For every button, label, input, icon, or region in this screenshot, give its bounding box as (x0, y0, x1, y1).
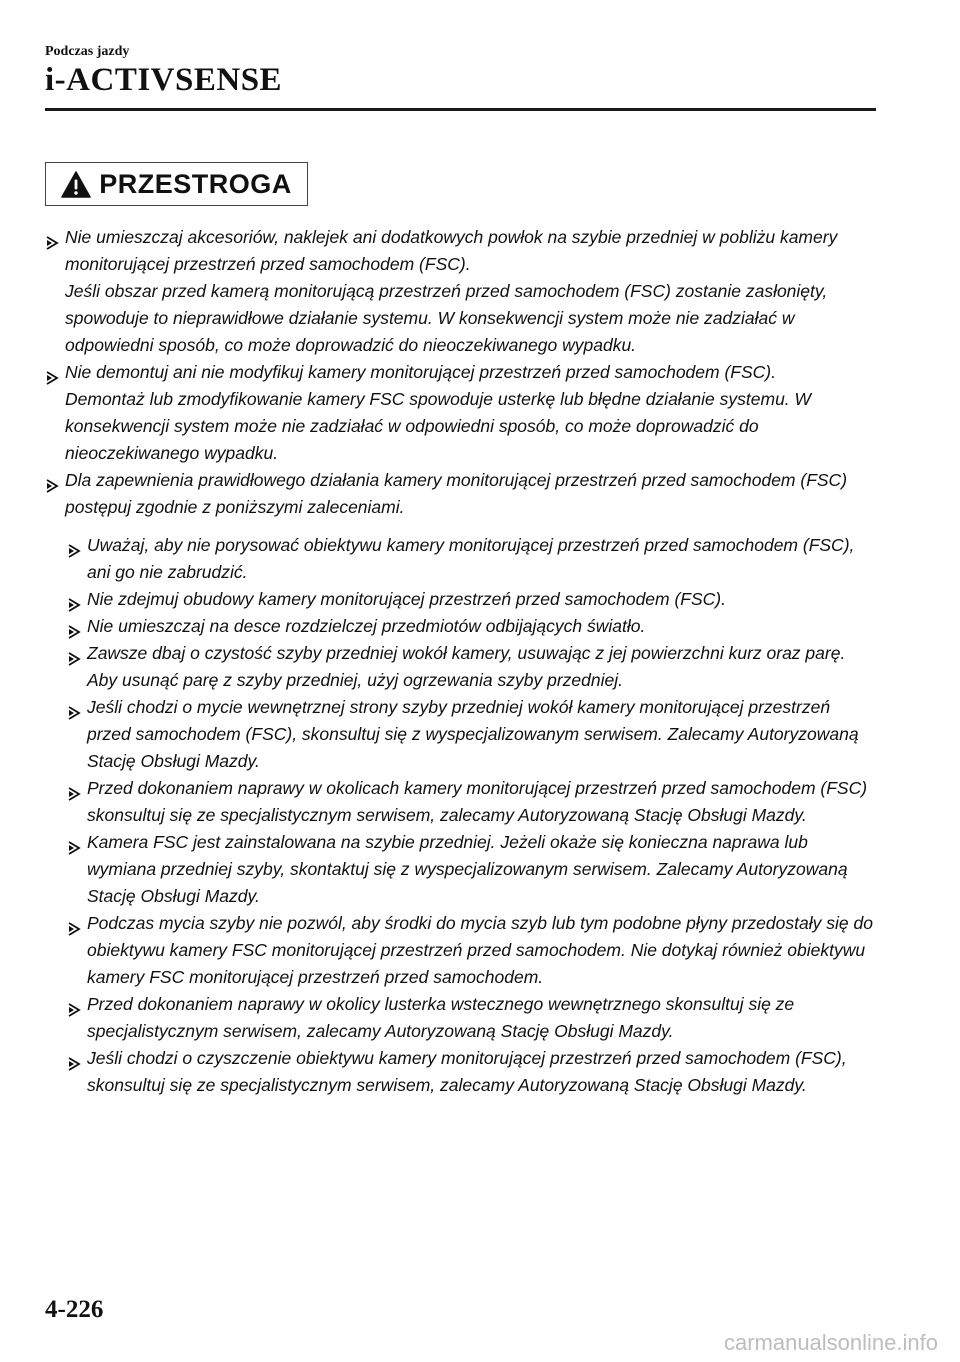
caution-item (45, 359, 875, 467)
caution-item (45, 467, 875, 521)
caution-title: PRZESTROGA (99, 168, 292, 199)
caution-item (45, 224, 875, 359)
item-text: Nie zdejmuj obudowy kamery monitorującej przestrzeń przed samochodem (FSC). (87, 589, 726, 609)
item-text: Demontaż lub zmodyfikowanie kamery FSC spowoduje usterkę lub błędne działanie systemu. W konsekwencji system może nie zadziałać w odpowiedni sposób, co może doprowadzić do nieoczekiwanego wypadku. (65, 389, 812, 463)
caution-subitem (67, 829, 875, 910)
item-text: Jeśli chodzi o czyszczenie obiektywu kamery monitorującej przestrzeń przed samochodem (FSC), skonsultuj się ze specjalistycznym serwisem, zalecamy Autoryzowaną Stację Obsługi Mazdy. (87, 1048, 847, 1095)
arrow-bullet-icon (67, 620, 81, 634)
arrow-bullet-icon (67, 998, 81, 1012)
item-text: Kamera FSC jest zainstalowana na szybie przedniej. Jeżeli okaże się konieczna naprawa lub wymiana przedniej szyby, skontaktuj się z wyspecjalizowanym serwisem. Zalecamy Autoryzowaną Stację Obsługi Mazdy. (87, 832, 848, 906)
header-divider (45, 108, 876, 111)
page-number: 4-226 (45, 1296, 104, 1323)
arrow-bullet-icon (67, 782, 81, 796)
item-text: Nie umieszczaj na desce rozdzielczej przedmiotów odbijających światło. (87, 616, 646, 636)
item-text: Jeśli obszar przed kamerą monitorującą przestrzeń przed samochodem (FSC) zostanie zasłonięty, spowoduje to nieprawidłowe działanie systemu. W konsekwencji system może nie zadziałać w odpowiedni sposób, co może doprowadzić do nieoczekiwanego wypadku. (65, 281, 828, 355)
item-text: Zawsze dbaj o czystość szyby przedniej wokół kamery, usuwając z jej powierzchni kurz oraz parę. Aby usunąć parę z szyby przedniej, użyj ogrzewania szyby przedniej. (87, 643, 846, 690)
caution-subitem (67, 613, 875, 640)
caution-subitem (67, 1045, 875, 1099)
caution-subitem (67, 694, 875, 775)
section-title: i-ACTIVSENSE (45, 62, 283, 98)
caution-subitem (67, 532, 875, 586)
arrow-bullet-icon (67, 1052, 81, 1066)
arrow-bullet-icon (67, 647, 81, 661)
arrow-bullet-icon (67, 836, 81, 850)
chapter-title: Podczas jazdy (45, 44, 130, 59)
item-text: Nie umieszczaj akcesoriów, naklejek ani dodatkowych powłok na szybie przedniej w pobliżu kamery monitorującej przestrzeń przed samochodem (FSC). (65, 227, 838, 274)
arrow-bullet-icon (45, 231, 59, 245)
item-text: Przed dokonaniem naprawy w okolicy lusterka wstecznego wewnętrznego skonsultuj się ze specjalistycznym serwisem, zalecamy Autoryzowaną Stację Obsługi Mazdy. (87, 994, 795, 1041)
caution-subitem (67, 586, 875, 613)
caution-subitem (67, 991, 875, 1045)
caution-subitem (67, 910, 875, 991)
caution-banner (45, 162, 308, 206)
item-text: Uważaj, aby nie porysować obiektywu kamery monitorującej przestrzeń przed samochodem (FSC), ani go nie zabrudzić. (87, 535, 855, 582)
watermark: carmanualsonline.info (723, 1330, 938, 1355)
warning-triangle-icon (61, 171, 91, 198)
caution-subitem (67, 640, 875, 694)
caution-subitem (67, 775, 875, 829)
arrow-bullet-icon (67, 701, 81, 715)
item-text: Jeśli chodzi o mycie wewnętrznej strony szyby przedniej wokół kamery monitorującej przestrzeń przed samochodem (FSC), skonsultuj się z wyspecjalizowanym serwisem. Zalecamy Autoryzowaną Stację Obsługi Mazdy. (87, 697, 859, 771)
item-text: Nie demontuj ani nie modyfikuj kamery monitorującej przestrzeń przed samochodem (FSC). (65, 362, 776, 382)
item-text: Podczas mycia szyby nie pozwól, aby środki do mycia szyb lub tym podobne płyny przedostały się do obiektywu kamery FSC monitorującej przestrzeń przed samochodem. Nie dotykaj również obiektywu kamery FSC monitorującej przestrzeń przed samochodem. (87, 913, 873, 987)
arrow-bullet-icon (67, 917, 81, 931)
arrow-bullet-icon (45, 366, 59, 380)
arrow-bullet-icon (45, 474, 59, 488)
arrow-bullet-icon (67, 539, 81, 553)
caution-content (45, 224, 875, 1099)
item-text: Dla zapewnienia prawidłowego działania kamery monitorującej przestrzeń przed samochodem (FSC) postępuj zgodnie z poniższymi zaleceniami. (65, 470, 848, 517)
item-text: Przed dokonaniem naprawy w okolicach kamery monitorującej przestrzeń przed samochodem (FSC) skonsultuj się ze specjalistycznym serwisem, zalecamy Autoryzowaną Stację Obsługi Mazdy. (87, 778, 868, 825)
arrow-bullet-icon (67, 593, 81, 607)
